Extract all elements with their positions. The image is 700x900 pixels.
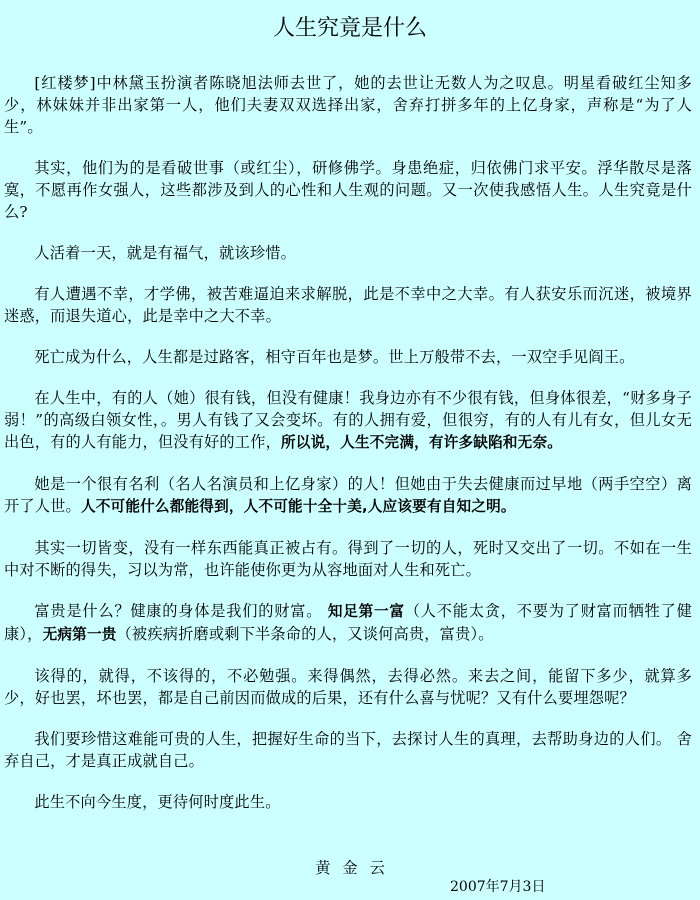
paragraph-10: 该得的，就得，不该得的，不必勉强。来得偶然，去得必然。来去之间，能留下多少，就算多少，好也罢，坏也罢，都是自己前因而做成的后果，还有什么喜与忧呢？又有什么要埋怨呢？ — [4, 667, 692, 707]
paragraph-7 — [4, 473, 692, 518]
paragraph-6-text: 在人生中，有的人（她）很有钱，但没有健康！我身边亦有不少很有钱，但身体很差，“财多身子弱！”的高级白领女性，。男人有钱了又会变坏。有的人拥有爱，但很穷，有的人有儿有女，但儿女无出色，有的人有能力，但没有好的工作， — [4, 389, 692, 451]
page-title: 人生究竟是什么 — [272, 16, 427, 41]
paragraph-5: 死亡成为什么，人生都是过路客，相守百年也是梦。世上万般带不去，一双空手见阎王。 — [34, 348, 635, 366]
paragraph-9 — [4, 600, 692, 646]
paragraph-12: 此生不向今生度，更待何时度此生。 — [34, 793, 281, 811]
paragraph-4: 有人遭遇不幸，才学佛，被苦难逼迫来求解脱，此是不幸中之大幸。有人获安乐而沉迷，被境界迷惑，而退失道心，此是幸中之大不幸。 — [4, 285, 692, 325]
paragraph-9-middle: （人不能太贪，不要为了财富而牺牲了健康）， — [4, 602, 692, 643]
publish-date: 2007年7月3日 — [450, 879, 546, 895]
paragraph-9-emphasis-health: 无病第一贵 — [42, 626, 117, 643]
paragraph-1: [红楼梦]中林黛玉扮演者陈晓旭法师去世了，她的去世让无数人为之叹息。明星看破红尘知多少，林妹妹并非出家第一人，他们夫妻双双选择出家，舍弃打拼多年的上亿身家，声称是“为了人生”。 — [4, 74, 692, 136]
paragraph-7-text: 她是一个很有名利（名人名演员和上亿身家）的人！但她由于失去健康而过早地（两手空空）离开了人世。 — [4, 475, 692, 515]
paragraph-3: 人活着一天，就是有福气，就该珍惜。 — [34, 244, 296, 262]
paragraph-9-end: （被疾病折磨或剩下半条命的人，又谈何高贵，富贵）。 — [116, 625, 494, 643]
paragraph-7-emphasis: 人不可能什么都能得到，人不可能十全十美,人应该要有自知之明。 — [80, 498, 516, 515]
paragraph-11: 我们要珍惜这难能可贵的人生，把握好生命的当下，去探讨人生的真理，去帮助身边的人们。 舍弃自己，才是真正成就自己。 — [4, 730, 692, 770]
paragraph-8: 其实一切皆变，没有一样东西能真正被占有。得到了一切的人，死时又交出了一切。不如在一生中对不断的得失，习以为常，也许能使你更为从容地面对人生和死亡。 — [4, 539, 692, 579]
article-body — [4, 72, 692, 832]
author-signature: 黄金云 — [315, 859, 397, 877]
paragraph-6 — [4, 387, 692, 454]
paragraph-9-intro: 富贵是什么？健康的身体是我们的财富。 — [34, 602, 328, 620]
paragraph-6-emphasis: 所以说，人生不完满，有许多缺陷和无奈。 — [280, 434, 563, 451]
paragraph-9-emphasis-wealth: 知足第一富 — [327, 603, 405, 620]
paragraph-2: 其实，他们为的是看破世事（或红尘），研修佛学。身患绝症，归依佛门求平安。浮华散尽是落寞，不愿再作女强人，这些都涉及到人的心性和人生观的问题。又一次使我感悟人生。人生究竟是什么? — [4, 159, 692, 221]
